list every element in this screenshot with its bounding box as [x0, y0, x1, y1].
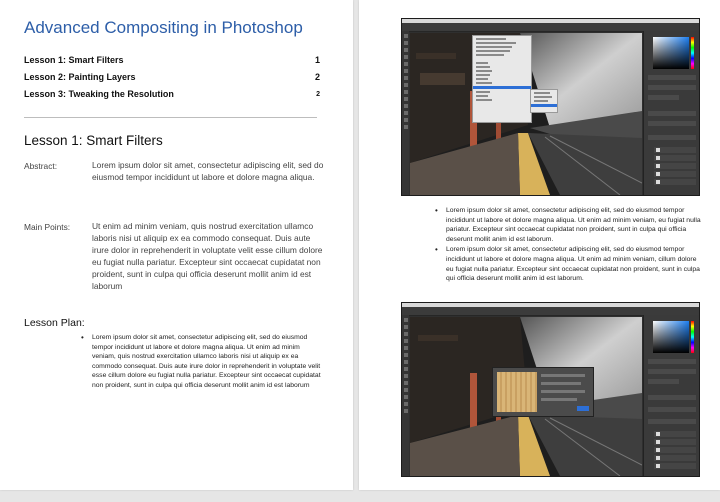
layer-row[interactable]: [654, 171, 696, 177]
right-panels: [643, 31, 699, 195]
abstract-text: Lorem ipsum dolor sit amet, consectetur adipiscing elit, sed do eiusmod tempor incididunt ut labore et dolore magna aliqua.: [92, 160, 324, 182]
lesson-plan-heading: Lesson Plan:: [24, 317, 85, 329]
main-points-text: Ut enim ad minim veniam, quis nostrud exercitation ullamco laboris nisi ut aliquip ex ea commodo consequat. Duis aute irure dolor in reprehenderit in voluptate velit esse cillum dolore eu fugiat nulla pariatur. Excepteur sint occaecat cupidatat non proident, sunt in culpa qui officia deserunt mollit anim id est laborum: [92, 221, 323, 291]
bullet-icon: •: [435, 245, 438, 255]
bullet-icon: •: [435, 206, 438, 215]
train-station-photo: [410, 317, 642, 476]
list-item-text: Lorem ipsum dolor sit amet, consectetur adipiscing elit, sed do eiusmod tempor incididunt ut labore et dolore magna aliqua. Ut enim ad minim veniam, quis nostrud exercitation ullamco laboris nisi ut aliquip ex ea commodo consequat. Duis aute irure dolor in reprehenderit in voluptate velit esse cillum dolore eu fugiat nulla pariatur. Excepteur sint occaecat cupidatat non proident, sunt in culpa qui officia deserunt mollit anim id est laborum: [92, 334, 321, 389]
filter-dialog[interactable]: [492, 367, 594, 417]
list-item: [435, 245, 704, 283]
abstract-label: Abstract:: [24, 161, 58, 171]
tools-panel: [402, 315, 409, 476]
document-title: Advanced Compositing in Photoshop: [24, 18, 303, 37]
tools-panel: [402, 31, 409, 195]
list-item-text: Lorem ipsum dolor sit amet, consectetur adipiscing elit, sed do eiusmod tempor incididunt ut labore et dolore magna aliqua. Ut enim ad minim veniam, eu fugiat nulla pariatur. Excepteur sint occaecat cupidatat non proident, sunt in culpa qui officia deserunt mollit anim id est laborum.: [446, 207, 701, 243]
bullet-icon: •: [81, 333, 84, 342]
toc-page-number: 2: [316, 91, 320, 98]
filter-submenu[interactable]: [530, 89, 558, 113]
layer-row[interactable]: [654, 455, 696, 461]
toc-page-number: 1: [314, 55, 320, 65]
hue-slider[interactable]: [691, 37, 694, 69]
right-panels: [643, 315, 699, 476]
toc-entry-lesson-3[interactable]: [24, 89, 320, 99]
layer-row[interactable]: [654, 447, 696, 453]
filter-preview: [497, 372, 537, 412]
layer-row[interactable]: [654, 179, 696, 185]
layer-row[interactable]: [654, 439, 696, 445]
photoshop-screenshot-painting-layers: [401, 302, 700, 477]
photoshop-screenshot-smart-filters: [401, 18, 700, 196]
layer-row[interactable]: [654, 431, 696, 437]
filter-menu[interactable]: [472, 35, 532, 123]
main-points-label: Main Points:: [24, 222, 71, 232]
lesson-plan-list: [81, 333, 324, 391]
layer-row[interactable]: [654, 463, 696, 469]
toc-label: Lesson 1: Smart Filters: [24, 55, 124, 65]
layer-row[interactable]: [654, 147, 696, 153]
list-item: [81, 333, 324, 391]
toc-entry-lesson-2[interactable]: [24, 72, 320, 82]
list-item: [435, 206, 704, 244]
ok-button[interactable]: [577, 406, 589, 411]
color-picker[interactable]: [653, 321, 689, 353]
section-divider: [24, 117, 317, 118]
layer-row[interactable]: [654, 155, 696, 161]
toc-page-number: 2: [314, 72, 320, 82]
toc-label: Lesson 3: Tweaking the Resolution: [24, 89, 174, 99]
toc-label: Lesson 2: Painting Layers: [24, 72, 136, 82]
layer-row[interactable]: [654, 163, 696, 169]
color-picker[interactable]: [653, 37, 689, 69]
list-item-text: Lorem ipsum dolor sit amet, consectetur adipiscing elit, sed do eiusmod tempor incididunt ut labore et dolore magna aliqua. Ut enim ad minim veniam, cillum dolore eu fugiat nulla pariatur. Excepteur sint occaecat cupidatat non proident, sunt in culpa qui officia deserunt mollit anim id est laborum.: [446, 246, 700, 283]
toc-entry-lesson-1[interactable]: [24, 55, 320, 65]
lesson-1-heading: Lesson 1: Smart Filters: [24, 133, 163, 148]
train-station-photo: [410, 33, 642, 195]
screenshot-notes-list: [435, 206, 704, 285]
hue-slider[interactable]: [691, 321, 694, 353]
document-page-1: [0, 0, 353, 490]
